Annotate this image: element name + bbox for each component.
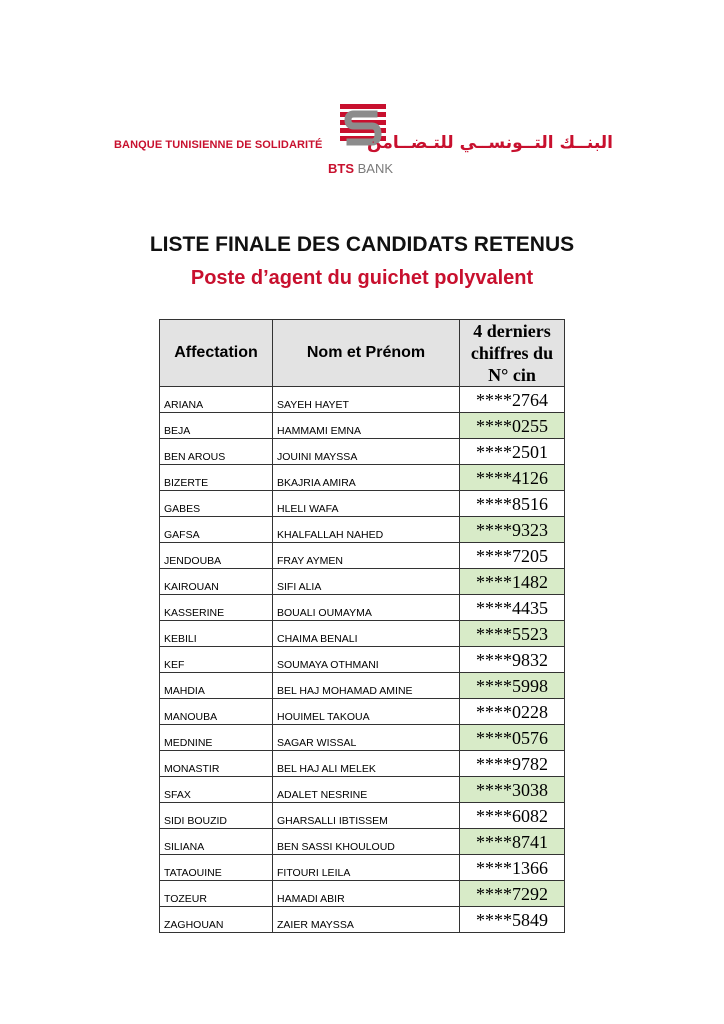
table-row — [160, 881, 565, 907]
cell-affectation: ZAGHOUAN — [160, 907, 273, 933]
cell-affectation: SILIANA — [160, 829, 273, 855]
cell-cin: ****0228 — [460, 699, 565, 725]
table-row — [160, 569, 565, 595]
cell-nom: GHARSALLI IBTISSEM — [273, 803, 460, 829]
table-row — [160, 387, 565, 413]
cell-cin: ****0576 — [460, 725, 565, 751]
cell-cin: ****2764 — [460, 387, 565, 413]
bank-name-arabic: البنــك التــونســي للتـضــامن — [367, 133, 613, 153]
column-header-cin: 4 derniers chiffres du N° cin — [460, 320, 565, 387]
cell-cin: ****1366 — [460, 855, 565, 881]
cell-affectation: JENDOUBA — [160, 543, 273, 569]
cell-nom: HOUIMEL TAKOUA — [273, 699, 460, 725]
page-title: LISTE FINALE DES CANDIDATS RETENUS — [149, 233, 575, 256]
bts-bank-brand — [328, 161, 393, 176]
table-row — [160, 439, 565, 465]
cell-nom: ADALET NESRINE — [273, 777, 460, 803]
cell-affectation: SFAX — [160, 777, 273, 803]
table-row — [160, 595, 565, 621]
table-row — [160, 751, 565, 777]
table-row — [160, 517, 565, 543]
cell-affectation: GAFSA — [160, 517, 273, 543]
cell-cin: ****4126 — [460, 465, 565, 491]
cell-cin: ****2501 — [460, 439, 565, 465]
cell-nom: FRAY AYMEN — [273, 543, 460, 569]
table-row — [160, 413, 565, 439]
table-row — [160, 725, 565, 751]
cell-cin: ****3038 — [460, 777, 565, 803]
column-header-nom: Nom et Prénom — [273, 320, 460, 387]
cell-affectation: TATAOUINE — [160, 855, 273, 881]
cell-nom: HAMMAMI EMNA — [273, 413, 460, 439]
cell-affectation: GABES — [160, 491, 273, 517]
table-row — [160, 491, 565, 517]
cell-cin: ****9323 — [460, 517, 565, 543]
table-row — [160, 465, 565, 491]
cell-cin: ****9832 — [460, 647, 565, 673]
cell-cin: ****5849 — [460, 907, 565, 933]
cell-nom: HAMADI ABIR — [273, 881, 460, 907]
cell-cin: ****5998 — [460, 673, 565, 699]
cell-nom: ZAIER MAYSSA — [273, 907, 460, 933]
cell-nom: BEL HAJ ALI MELEK — [273, 751, 460, 777]
cell-nom: KHALFALLAH NAHED — [273, 517, 460, 543]
cell-affectation: MAHDIA — [160, 673, 273, 699]
page-subtitle: Poste d’agent du guichet polyvalent — [190, 267, 534, 289]
bank-name-french: BANQUE TUNISIENNE DE SOLIDARITÉ — [114, 139, 323, 151]
cell-cin: ****6082 — [460, 803, 565, 829]
table-row — [160, 647, 565, 673]
cell-cin: ****4435 — [460, 595, 565, 621]
cell-cin: ****7292 — [460, 881, 565, 907]
cell-cin: ****8741 — [460, 829, 565, 855]
cell-cin: ****5523 — [460, 621, 565, 647]
column-header-affectation: Affectation — [160, 320, 273, 387]
brand-bts: BTS — [328, 161, 354, 176]
cell-cin: ****7205 — [460, 543, 565, 569]
cell-cin: ****9782 — [460, 751, 565, 777]
table-row — [160, 803, 565, 829]
cell-nom: BEN SASSI KHOULOUD — [273, 829, 460, 855]
cell-affectation: BEJA — [160, 413, 273, 439]
table-row — [160, 621, 565, 647]
cell-affectation: BIZERTE — [160, 465, 273, 491]
cell-affectation: KASSERINE — [160, 595, 273, 621]
cell-affectation: TOZEUR — [160, 881, 273, 907]
table-header-row — [160, 320, 565, 387]
table-row — [160, 855, 565, 881]
cell-affectation: MANOUBA — [160, 699, 273, 725]
cell-affectation: MEDNINE — [160, 725, 273, 751]
cell-nom: SIFI ALIA — [273, 569, 460, 595]
bank-header — [0, 100, 724, 180]
cell-nom: SOUMAYA OTHMANI — [273, 647, 460, 673]
cell-nom: CHAIMA BENALI — [273, 621, 460, 647]
cell-affectation: KEF — [160, 647, 273, 673]
cell-affectation: SIDI BOUZID — [160, 803, 273, 829]
candidates-table — [159, 319, 565, 933]
cell-nom: SAGAR WISSAL — [273, 725, 460, 751]
cell-affectation: ARIANA — [160, 387, 273, 413]
brand-bank: BANK — [357, 161, 394, 176]
cell-nom: JOUINI MAYSSA — [273, 439, 460, 465]
cell-nom: SAYEH HAYET — [273, 387, 460, 413]
cell-affectation: KAIROUAN — [160, 569, 273, 595]
cell-nom: FITOURI LEILA — [273, 855, 460, 881]
cell-nom: HLELI WAFA — [273, 491, 460, 517]
table-row — [160, 777, 565, 803]
cell-nom: BKAJRIA AMIRA — [273, 465, 460, 491]
cell-affectation: KEBILI — [160, 621, 273, 647]
table-row — [160, 673, 565, 699]
cell-affectation: BEN AROUS — [160, 439, 273, 465]
cell-cin: ****0255 — [460, 413, 565, 439]
table-row — [160, 907, 565, 933]
cell-affectation: MONASTIR — [160, 751, 273, 777]
cell-cin: ****1482 — [460, 569, 565, 595]
table-row — [160, 829, 565, 855]
cell-cin: ****8516 — [460, 491, 565, 517]
cell-nom: BOUALI OUMAYMA — [273, 595, 460, 621]
cell-nom: BEL HAJ MOHAMAD AMINE — [273, 673, 460, 699]
table-row — [160, 543, 565, 569]
table-row — [160, 699, 565, 725]
